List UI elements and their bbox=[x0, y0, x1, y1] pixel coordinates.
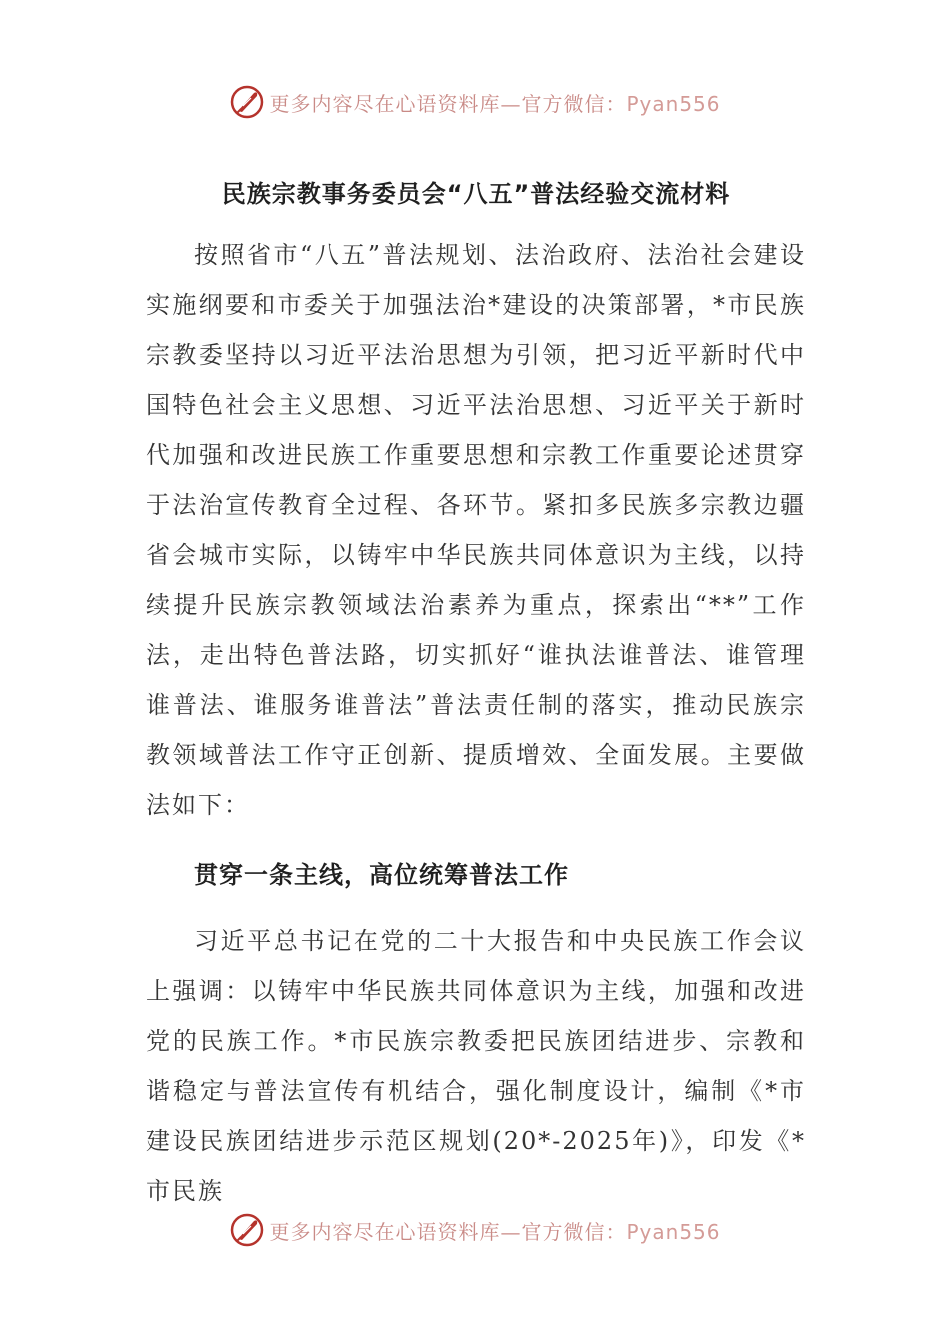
quill-logo-icon bbox=[229, 84, 265, 120]
watermark-footer bbox=[0, 1208, 950, 1252]
quill-logo-icon bbox=[229, 1212, 265, 1248]
intro-paragraph: 按照省市“八五”普法规划、法治政府、法治社会建设实施纲要和市委关于加强法治*建设的决策部署，*市民族宗教委坚持以习近平法治思想为引领，把习近平新时代中国特色社会主义思想、习近平法治思想、习近平关于新时代加强和改进民族工作重要思想和宗教工作重要论述贯穿于法治宣传教育全过程、各环节。紧扣多民族多宗教边疆省会城市实际，以铸牢中华民族共同体意识为主线，以持续提升民族宗教领域法治素养为重点，探索出“**”工作法，走出特色普法路，切实抓好“谁执法谁普法、谁管理谁普法、谁服务谁普法”普法责任制的落实，推动民族宗教领域普法工作守正创新、提质增效、全面发展。主要做法如下： bbox=[146, 241, 806, 819]
section-paragraph: 习近平总书记在党的二十大报告和中央民族工作会议上强调：以铸牢中华民族共同体意识为主线，加强和改进党的民族工作。*市民族宗教委把民族团结进步、宗教和谐稳定与普法宣传有机结合，强化制度设计，编制《*市建设民族团结进步示范区规划(20*-2025年)》，印发《*市民族 bbox=[146, 927, 806, 1205]
watermark-header bbox=[0, 80, 950, 124]
watermark-label: 更多内容尽在心语资料库—官方微信： bbox=[269, 91, 627, 116]
watermark-wechat-id: Pyan556 bbox=[626, 91, 721, 116]
watermark-label: 更多内容尽在心语资料库—官方微信： bbox=[269, 1219, 627, 1244]
watermark-text bbox=[269, 88, 720, 117]
section-heading: 贯穿一条主线，高位统筹普法工作 bbox=[194, 861, 569, 889]
watermark-text bbox=[269, 1216, 720, 1245]
document-title: 民族宗教事务委员会“八五”普法经验交流材料 bbox=[221, 180, 731, 208]
watermark-wechat-id: Pyan556 bbox=[626, 1219, 721, 1244]
document-body bbox=[146, 172, 806, 1216]
